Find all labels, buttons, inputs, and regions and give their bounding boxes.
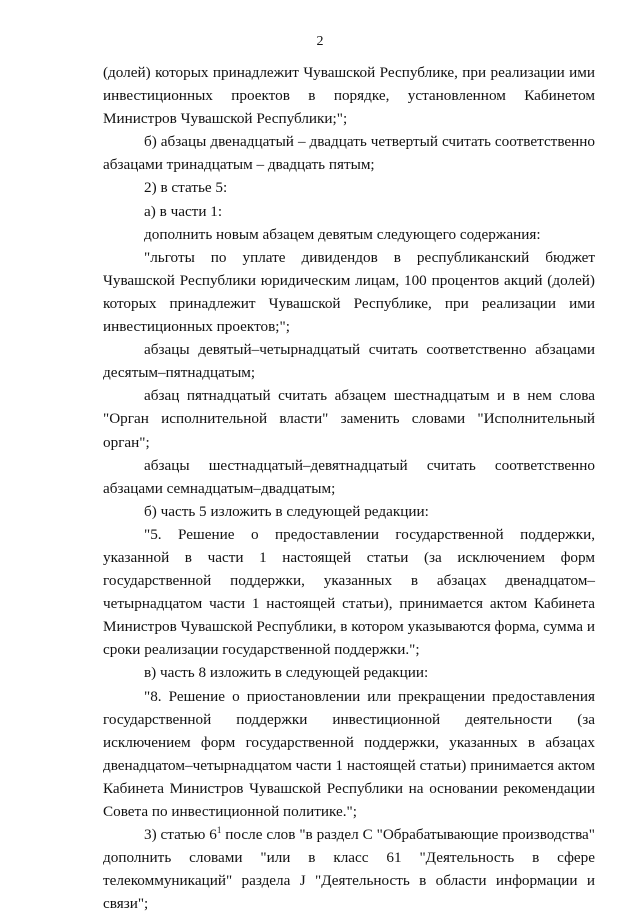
paragraph-renumber-9-14: абзацы девятый–четырнадцатый считать соответственно абзацами десятым–пятнадцатым; bbox=[103, 341, 595, 382]
paragraph-part-1: а) в части 1: bbox=[144, 202, 223, 220]
paragraph-renumber-16-19: абзацы шестнадцатый–девятнадцатый считать соответственно абзацами семнадцатым–двадцатым; bbox=[103, 456, 595, 497]
paragraph-add-ninth: дополнить новым абзацем девятым следующего содержания: bbox=[144, 225, 541, 243]
paragraph-part-5: б) часть 5 изложить в следующей редакции: bbox=[144, 502, 429, 520]
article-6-1-before: 3) статью 6 bbox=[144, 826, 217, 844]
paragraph-quote-part-8: "8. Решение о приостановлении или прекращении предоставления государственной поддержки инвестиционной деятельности (за исключением форм государственной поддержки, указанных в абзацах двенадцатом–четырнадцатом части 1 настоящей статьи) принимается актом Кабинета Министров Чувашской Республики на основании рекомендации Совета по инвестиционной политике."; bbox=[103, 687, 595, 820]
page-number: 2 bbox=[316, 34, 324, 49]
document-body bbox=[103, 61, 595, 915]
paragraph-continuation: (долей) которых принадлежит Чувашской Республике, при реализации ими инвестиционных проектов в порядке, установленном Кабинетом Министров Чувашской Республики;"; bbox=[103, 64, 595, 128]
article-6-1-after: после слов "в раздел C "Обрабатывающие производства" дополнить словами "или в класс 61 "Деятельность в сфере телекоммуникаций" раздела J "Деятельность в области информации и связи"; bbox=[103, 826, 595, 913]
article-superscript: 1 bbox=[216, 825, 222, 836]
paragraph-fifteenth: абзац пятнадцатый считать абзацем шестнадцатым и в нем слова "Орган исполнительной власти" заменить словами "Исполнительный орган"; bbox=[103, 387, 595, 451]
paragraph-quote-part-5: "5. Решение о предоставлении государственной поддержки, указанной в части 1 настоящей статьи (за исключением форм государственной поддержки, указанных в абзацах двенадцатом–четырнадцатом части 1 настоящей статьи), принимается актом Кабинета Министров Чувашской Республики, в котором указываются форма, сумма и сроки реализации государственной поддержки."; bbox=[103, 525, 595, 659]
paragraph-article-5: 2) в статье 5: bbox=[144, 179, 228, 197]
paragraph-quote-dividends: "льготы по уплате дивидендов в республиканский бюджет Чувашской Республики юридическим лицам, 100 процентов акций (долей) которых принадлежит Чувашской Республике, при реализации ими инвестиционных проектов;"; bbox=[103, 248, 595, 336]
paragraph-part-8: в) часть 8 изложить в следующей редакции: bbox=[144, 664, 429, 682]
paragraph-item-b: б) абзацы двенадцатый – двадцать четвертый считать соответственно абзацами тринадцатым – двадцать пятым; bbox=[103, 133, 595, 174]
paragraph-article-6-1 bbox=[103, 823, 595, 915]
